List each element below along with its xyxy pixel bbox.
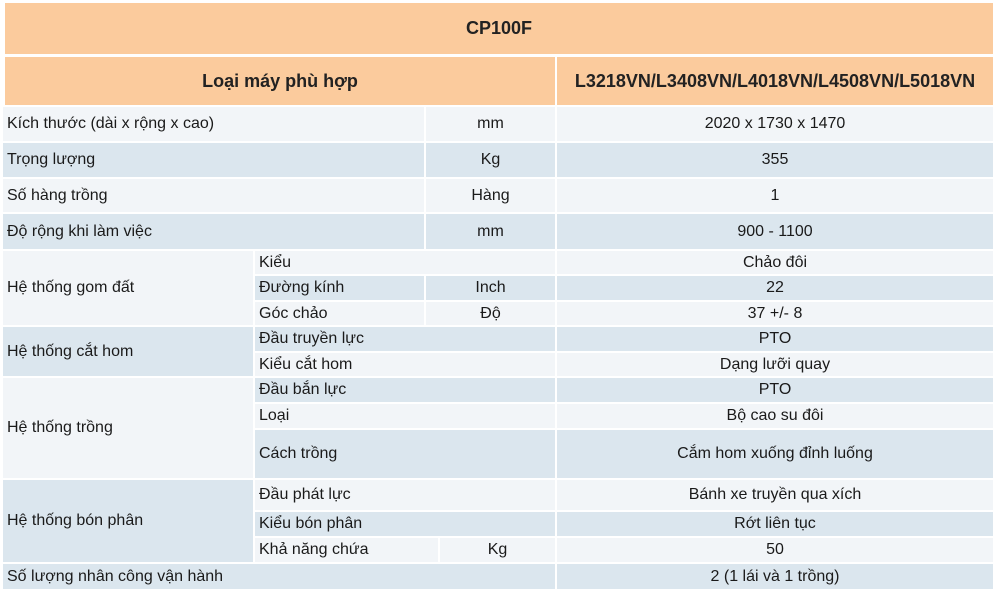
- row-unit: mm: [426, 107, 555, 141]
- item-value: PTO: [557, 378, 993, 402]
- group-label: Hệ thống gom đất: [3, 251, 253, 325]
- item-value: Bánh xe truyền qua xích: [557, 480, 993, 510]
- item-label: Góc chảo: [255, 302, 424, 325]
- item-value: PTO: [557, 327, 993, 351]
- group-label: Hệ thống bón phân: [3, 480, 253, 562]
- item-label: Đầu truyền lực: [255, 327, 555, 351]
- item-label: Đầu phát lực: [255, 480, 555, 510]
- row-value: 900 - 1100: [557, 214, 993, 249]
- item-label: Đường kính: [255, 276, 424, 300]
- row-label: Kích thước (dài x rộng x cao): [3, 107, 424, 141]
- item-label: Kiểu: [255, 251, 555, 274]
- item-label: Kiểu cắt hom: [255, 353, 555, 376]
- item-value: Rớt liên tục: [557, 512, 993, 536]
- item-value: Chảo đôi: [557, 251, 993, 274]
- row-unit: Hàng: [426, 179, 555, 212]
- compatible-label: Loại máy phù hợp: [5, 57, 555, 105]
- item-label: Khả năng chứa: [255, 538, 438, 562]
- item-label: Đầu bắn lực: [255, 378, 555, 402]
- group-label: Hệ thống trồng: [3, 378, 253, 478]
- item-label: Cách trồng: [255, 430, 555, 478]
- item-value: 37 +/- 8: [557, 302, 993, 325]
- compatible-value: L3218VN/L3408VN/L4018VN/L4508VN/L5018VN: [557, 57, 993, 105]
- item-value: 22: [557, 276, 993, 300]
- item-label: Loại: [255, 404, 555, 428]
- item-value: Cắm hom xuống đỉnh luống: [557, 430, 993, 478]
- model-title: CP100F: [5, 3, 993, 54]
- item-value: 50: [557, 538, 993, 562]
- row-value: 355: [557, 143, 993, 177]
- item-unit: Kg: [440, 538, 555, 562]
- item-unit: Độ: [426, 302, 555, 325]
- row-label: Trọng lượng: [3, 143, 424, 177]
- row-label: Độ rộng khi làm việc: [3, 214, 424, 249]
- row-value: 2020 x 1730 x 1470: [557, 107, 993, 141]
- item-value: Bộ cao su đôi: [557, 404, 993, 428]
- row-unit: Kg: [426, 143, 555, 177]
- item-unit: Inch: [426, 276, 555, 300]
- item-value: Dạng lưỡi quay: [557, 353, 993, 376]
- labor-label: Số lượng nhân công vận hành: [3, 564, 555, 589]
- row-value: 1: [557, 179, 993, 212]
- row-unit: mm: [426, 214, 555, 249]
- labor-value: 2 (1 lái và 1 trồng): [557, 564, 993, 589]
- row-label: Số hàng trồng: [3, 179, 424, 212]
- item-label: Kiểu bón phân: [255, 512, 555, 536]
- group-label: Hệ thống cắt hom: [3, 327, 253, 376]
